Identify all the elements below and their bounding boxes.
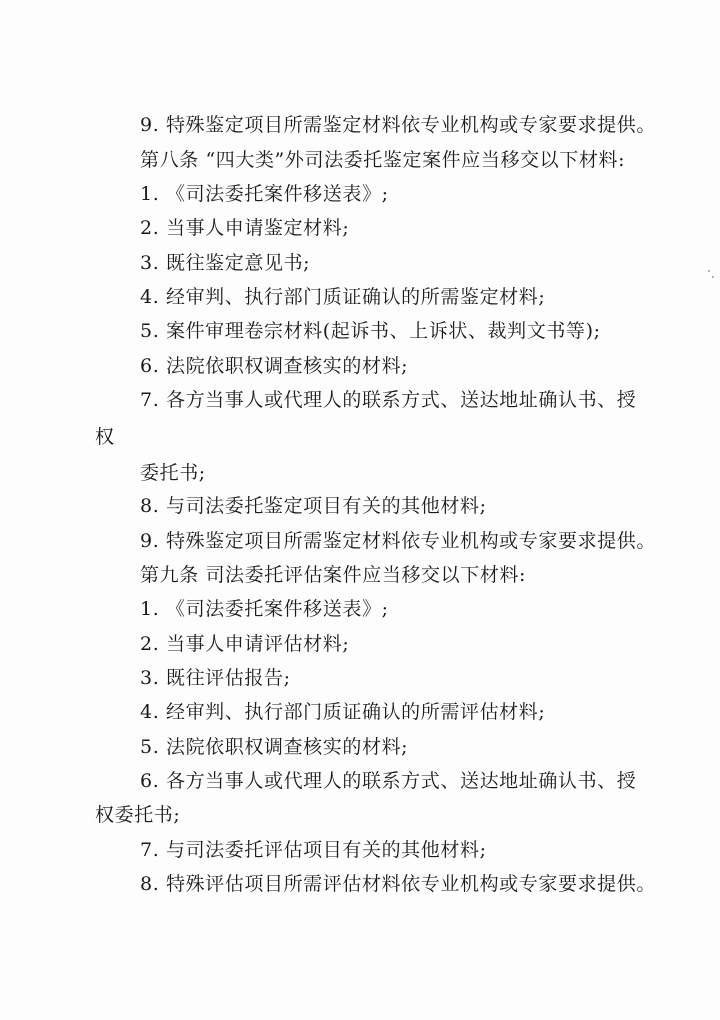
article-8-item-7-cont: 委托书; <box>140 462 206 484</box>
article-9-item-8: 8. 特殊评估项目所需评估材料依专业机构或专家要求提供。 <box>140 873 656 895</box>
article-9-item-7: 7. 与司法委托评估项目有关的其他材料; <box>140 839 487 861</box>
article-9-item-2: 2. 当事人申请评估材料; <box>140 633 350 655</box>
article-9-item-3: 3. 既往评估报告; <box>140 667 291 689</box>
article-8-item-7: 7. 各方当事人或代理人的联系方式、送达地址确认书、授 <box>140 389 637 411</box>
article-8-item-2: 2. 当事人申请鉴定材料; <box>140 217 350 239</box>
article-8-item-6: 6. 法院依职权调查核实的材料; <box>140 355 409 377</box>
article-8-item-7-wrap: 权 <box>95 426 115 448</box>
article-9-item-6: 6. 各方当事人或代理人的联系方式、送达地址确认书、授 <box>140 770 637 792</box>
article-8-item-1: 1. 《司法委托案件移送表》; <box>140 183 389 205</box>
article-8-item-4: 4. 经审判、执行部门质证确认的所需鉴定材料; <box>140 286 546 308</box>
scan-speck <box>708 270 710 272</box>
item-8-9-special-materials: 9. 特殊鉴定项目所需鉴定材料依专业机构或专家要求提供。 <box>140 114 656 136</box>
article-9-item-5: 5. 法院依职权调查核实的材料; <box>140 736 409 758</box>
article-8-item-3: 3. 既往鉴定意见书; <box>140 252 311 274</box>
article-9-heading: 第九条 司法委托评估案件应当移交以下材料: <box>140 564 527 586</box>
article-8-item-8: 8. 与司法委托鉴定项目有关的其他材料; <box>140 495 487 517</box>
article-9-item-1: 1. 《司法委托案件移送表》; <box>140 598 389 620</box>
article-8-heading: 第八条 “四大类”外司法委托鉴定案件应当移交以下材料: <box>140 149 626 171</box>
scan-speck <box>712 276 714 278</box>
article-9-item-6-cont: 权委托书; <box>95 804 181 826</box>
article-9-item-4: 4. 经审判、执行部门质证确认的所需评估材料; <box>140 701 546 723</box>
article-8-item-5: 5. 案件审理卷宗材料(起诉书、上诉状、裁判文书等); <box>140 320 601 342</box>
article-8-item-9: 9. 特殊鉴定项目所需鉴定材料依专业机构或专家要求提供。 <box>140 530 656 552</box>
